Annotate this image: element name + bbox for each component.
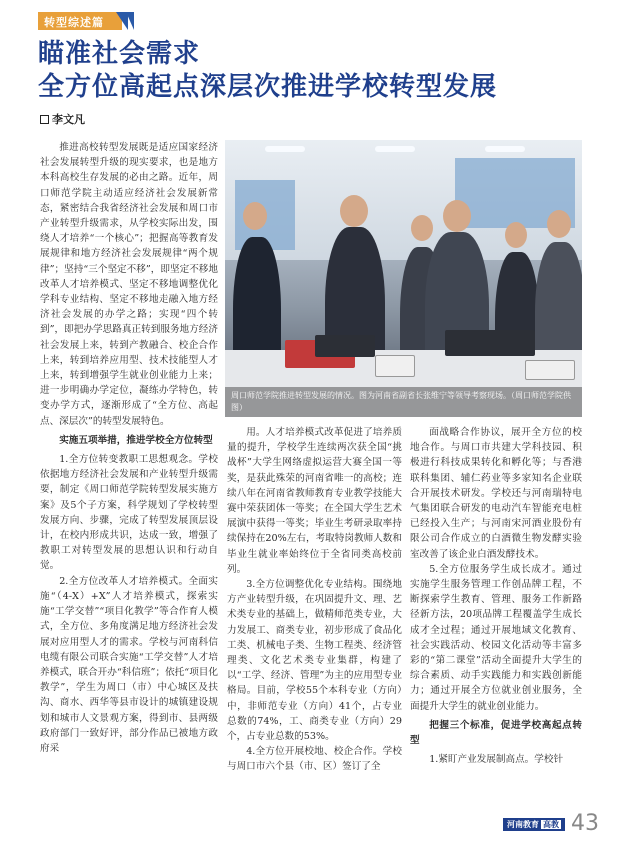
person-head [443,200,471,232]
ceiling-light [375,146,415,152]
article-title-line-2: 全方位高起点深层次推进学校转型发展 [38,72,498,102]
author-byline [40,111,85,127]
paragraph: 1.紧盯产业发展制高点。学校针 [429,754,564,766]
paragraph: 推进高校转型发展既是适应国家经济社会发展转型升级的现实要求，也是地方本科高校生存发展的必由之路。近年，周口师范学院主动适应经济社会发展新常态，紧密结合我省经济社会发展和周口市产业转型升级需求，从学校实际出发，围绕人才培养“一个核心”；把握高等教育发展规律和地方经济社会发展规律“两个规律”；坚持“三个坚定不移”，即坚定不移地改革人才培养模式、坚定不移地调整优化学科专业结构、坚定不移地走融入地方经济社会发展的办学之路；实现“四个转到”，即把办学思路真正转到服务地方经济社会发展上来，转到产教融合、校企合作上来，转到培养应用型、技术技能型人才上来，转到增强学生就业创业能力上来；进一步明确办学定位，凝练办学特色，转变办学方式，逐渐形成了“全方位、高起点、深层次”的转型发展特色。 [40,142,218,427]
paragraph: 3.全方位调整优化专业结构。围绕地方产业转型升级，在巩固提升文、理、艺术类专业的基础上，做精师范类专业，大力发展工、商类专业，初步形成了食品化工类、机械电子类、生物工程类、经济管理类、文化艺术类专业集群，构建了以“工学、经济、管理”为主的应用型专业格局。目前，学校55个本科专业（方向）中，非师范专业（方向）41个，占专业总数的74%，工、商类专业（方向）29个，占专业总数的53%。 [227,579,402,743]
paragraph: 用。人才培养模式改革促进了培养质量的提升，学校学生连续两次获全国“挑战杯”大学生网络虚拟运营大赛全国一等奖，是获此殊荣的河南省唯一的高校；连续八年在河南省教师教育专业教学技能大赛中荣获团体一等奖；在全国大学生艺术展演中获得一等奖；毕业生考研录取率持续保持在20%左右，考取特岗教师人数和毕业生就业率始终位于全省同类高校前列。 [227,427,402,575]
photo-caption: 周口师范学院推进转型发展的情况。图为河南省副省长张维宁等领导考察现场。（周口师范学院供图） [225,387,582,417]
paragraph: 5.全方位服务学生成长成才。通过实施学生服务管理工作创品牌工程，不断探索学生教育、管理、服务工作新路径新方法，20项品牌工程覆盖学生成长成才全过程；通过开展地域文化教育、社会实践活动、校园文化活动等丰富多彩的“第二课堂”活动全面提升大学生的综合素质、动手实践能力和实践创新能力；通过开展全方位就业创业服务，全面提升大学生的就业创业能力。 [410,563,582,712]
paragraph: 4.全方位开展校地、校企合作。学校与周口市六个县（市、区）签订了全 [227,746,402,773]
article-title-line-1: 瞄准社会需求 [38,39,201,69]
instrument-device [445,330,535,356]
page-number: 43 [571,811,599,836]
instrument-device [315,335,375,357]
person-head [505,222,527,248]
magazine-edition: 高教 [543,820,559,829]
section-heading: 把握三个标准，促进学校高起点转型 [410,719,582,747]
text-column-2 [227,425,402,775]
instrument-device [525,360,575,380]
person-head [243,202,267,230]
section-heading: 实施五项举措，推进学校全方位转型 [59,434,213,446]
magazine-name [503,818,565,831]
author-square-icon [40,115,49,124]
author-name: 李文凡 [52,113,85,126]
person-head [547,210,571,238]
ceiling-light [485,146,525,152]
person-head [340,195,368,227]
section-tag [38,12,132,30]
person-head [411,215,433,241]
magazine-title: 河南教育 [507,820,539,829]
page-footer [503,813,599,835]
instrument-device [375,355,415,377]
text-column-3 [410,425,582,767]
section-tag-label: 转型综述篇 [44,16,104,29]
article-photo [225,140,582,417]
section-tag-slant-2 [126,12,134,30]
article-title [38,38,598,104]
paragraph: 1.全方位转变教职工思想观念。学校依据地方经济社会发展和产业转型升级需要，制定《周口师范学院转型发展实施方案》及5个子方案，科学规划了学校转型发展方向、步骤，完成了转型发展顶层设计，在校内形成共识，达成一致，增强了教职工对转型发展的思想认识和行动自觉。 [40,454,218,572]
ceiling-light [265,146,305,152]
paragraph: 2.全方位改革人才培养模式。全面实施“（4-X）+X”人才培养模式，探索实施“工学交替”“项目化教学”等合作育人模式，全方位、多角度满足地方经济社会发展对应用型人才的需求。学校与河南科信电缆有限公司联合实施“工学交替”人才培养模式，联合开办“科信班”；依托“项目化教学”，学生为周口（市）中心城区及扶沟、商水、西华等县市设计的城镇建设规划和城市人文景观方案，得到市、县两级政府部门一致好评，部分作品已被地方政府采 [40,575,218,754]
paragraph: 面战略合作协议，展开全方位的校地合作。与周口市共建大学科技园、积极进行科技成果转化和孵化等；与香港联科集团、辅仁药业等多家知名企业联合开展技术研发。学校还与河南瑞特电气集团联合研发的电动汽车智能充电桩已经投入生产；与河南宋河酒业股份有限公司合作成立的白酒微生物发酵实验室改善了该企业白酒发酵技术。 [410,427,582,560]
text-column-1 [40,140,218,756]
